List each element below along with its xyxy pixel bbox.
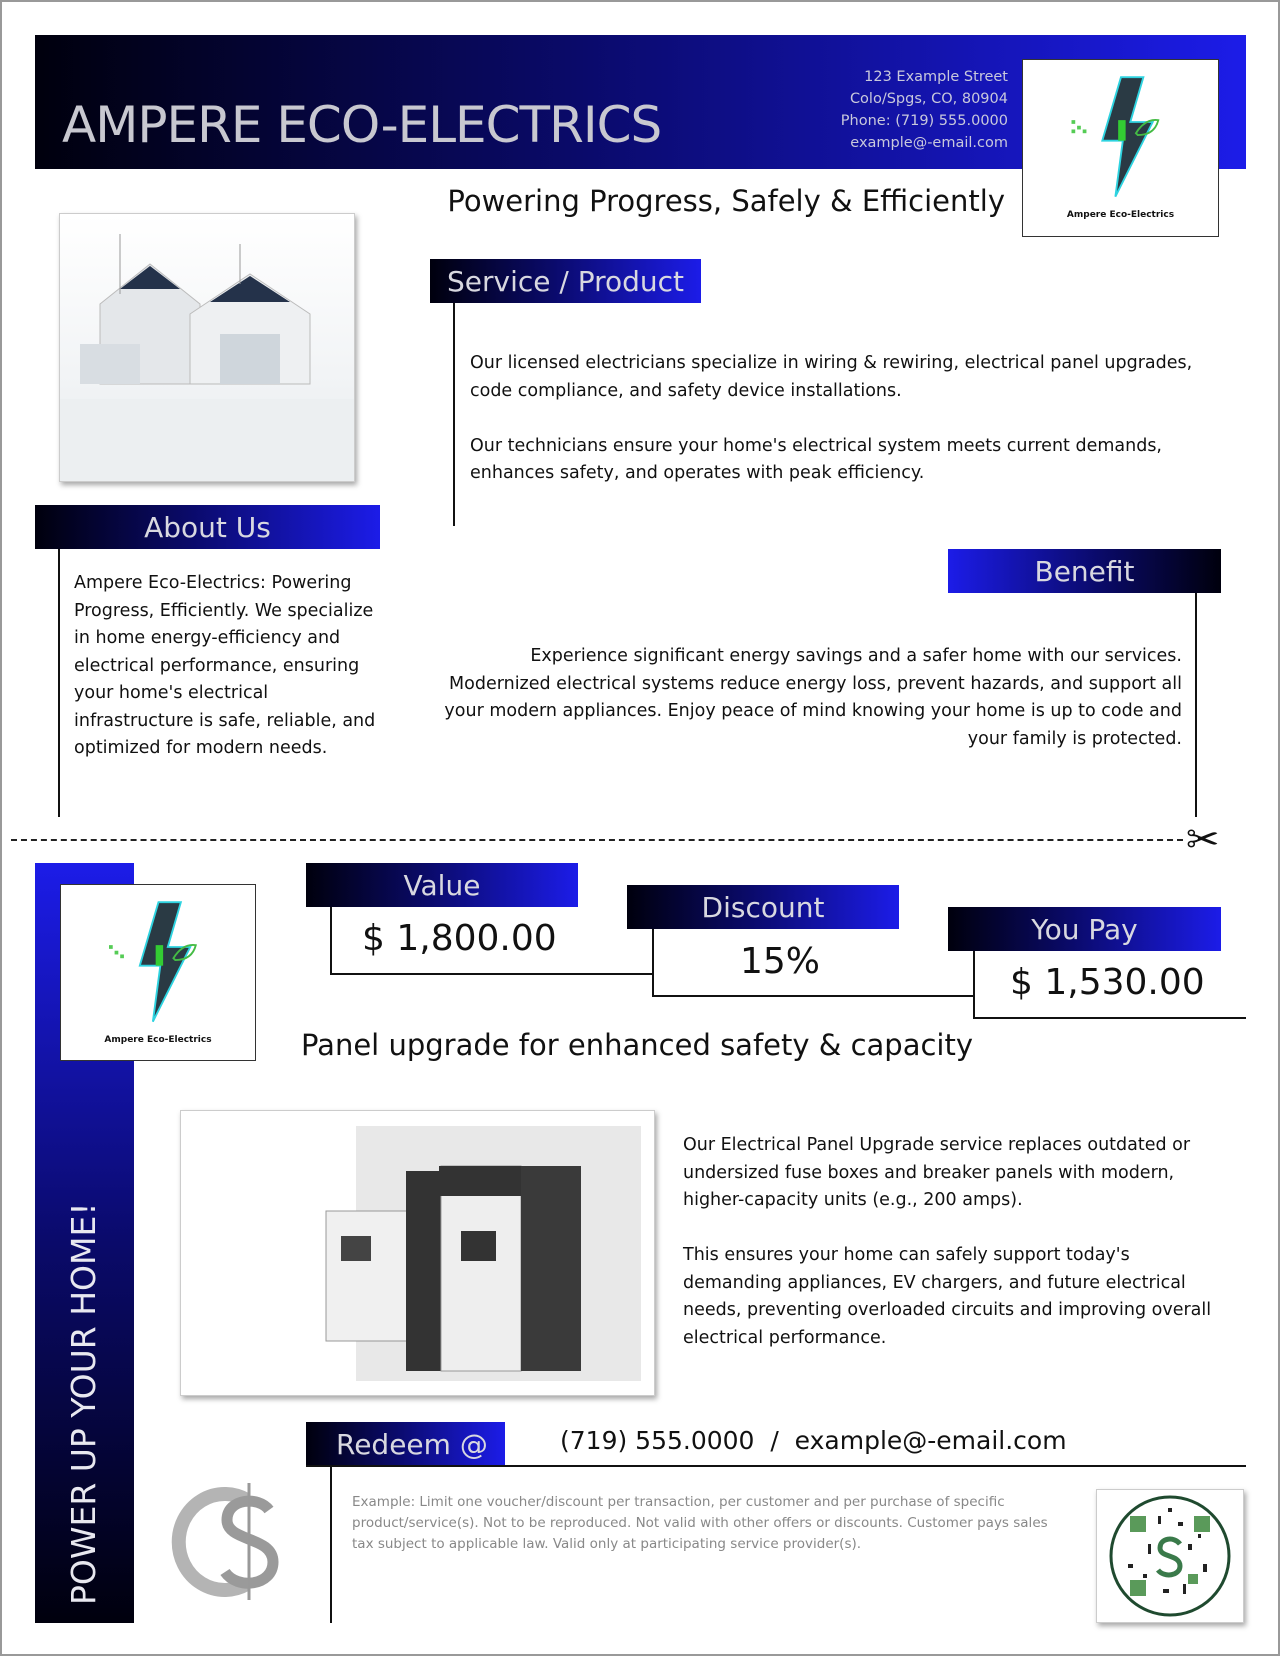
service-paragraph: Our licensed electricians specialize in wiring & rewiring, electrical panel upgrades, code compliance, and safety device installations. [470,353,1193,401]
lightning-bolt-icon [1023,66,1218,206]
company-name: AMPERE ECO-ELECTRICS [62,96,662,154]
about-divider [58,549,60,817]
value-heading: Value [306,863,578,907]
tagline: Powering Progress, Safely & Efficiently [447,184,1005,218]
value-box-left [330,907,332,974]
offer-paragraph: Our Electrical Panel Upgrade service replaces outdated or undersized fuse boxes and breaker panels with modern, higher-capacity units (e.g., 200 amps). [683,1135,1191,1210]
you-pay-amount: $ 1,530.00 [1010,962,1205,1003]
discount-box-left [652,929,654,996]
logo-caption: Ampere Eco-Electrics [104,1035,212,1045]
service-text [470,350,1210,488]
discount-heading: Discount [627,885,899,929]
breaker-panel-illustration-icon [181,1111,654,1395]
logo-caption: Ampere Eco-Electrics [1066,210,1175,220]
address-city: Colo/Spgs, CO, 80904 [849,91,1008,107]
offer-headline: Panel upgrade for enhanced safety & capacity [301,1028,974,1062]
coupon-logo [60,884,256,1061]
contact-address [841,66,1008,154]
cs-monogram-icon [169,1478,290,1605]
electrical-panel-image [180,1110,655,1396]
address-email: example@-email.com [850,135,1008,151]
about-text: Ampere Eco-Electrics: Powering Progress, Efficiently. We specialize in home energy-efficiency and electrical performance, ensuring your home's electrical infrastructure is safe, reliable, and optimized for modern needs. [74,573,376,758]
value-amount: $ 1,800.00 [362,918,557,959]
benefit-divider [1195,593,1197,817]
redeem-heading: Redeem @ [306,1422,505,1466]
lightning-bolt-icon [61,891,255,1031]
house-illustration-icon [60,214,354,481]
side-slogan: POWER UP YOUR HOME! [64,1202,103,1605]
benefit-heading: Benefit [948,549,1221,593]
redeem-divider [306,1465,1246,1467]
cut-line [11,839,1183,841]
pay-box-left [973,951,975,1019]
offer-paragraph: This ensures your home can safely support today's demanding appliances, EV chargers, and future electrical needs, preventing overloaded circuits and improving overall electrical performance. [683,1245,1212,1348]
discount-amount: 15% [740,941,821,982]
benefit-text: Experience significant energy savings and a safer home with our services. Modernized electrical systems reduce energy loss, prevent hazards, and support all your modern appliances. Enjoy peace of mind knowing your home is up to code and your family is protected. [444,646,1182,749]
value-box-bottom [330,973,653,975]
disclaimer-text: Example: Limit one voucher/discount per transaction, per customer and per purchase of specific product/service(s). Not to be reproduced. Not valid with other offers or discounts. Customer pays sales tax subject to applicable law. Valid only at participating service provider(s). [352,1494,1048,1552]
smart-house-image [59,213,355,482]
pay-box-bottom [973,1017,1246,1019]
qr-code[interactable] [1096,1489,1244,1623]
scissors-icon: ✂ [1186,817,1220,863]
service-divider [453,303,455,526]
address-street: 123 Example Street [864,69,1008,85]
disclaimer-divider [330,1466,332,1623]
company-logo [1022,59,1219,237]
service-product-heading: Service / Product [430,259,701,303]
about-us-heading: About Us [35,505,380,549]
you-pay-heading: You Pay [948,907,1221,951]
address-phone: Phone: (719) 555.0000 [840,113,1008,129]
discount-box-bottom [652,995,974,997]
redeem-contact: (719) 555.0000 / example@-email.com [560,1426,1067,1455]
offer-description [683,1132,1233,1352]
cs-brand-mark [169,1478,290,1605]
qr-code-icon [1108,1494,1232,1618]
service-paragraph: Our technicians ensure your home's electrical system meets current demands, enhances safety, and operates with peak efficiency. [470,435,1162,483]
